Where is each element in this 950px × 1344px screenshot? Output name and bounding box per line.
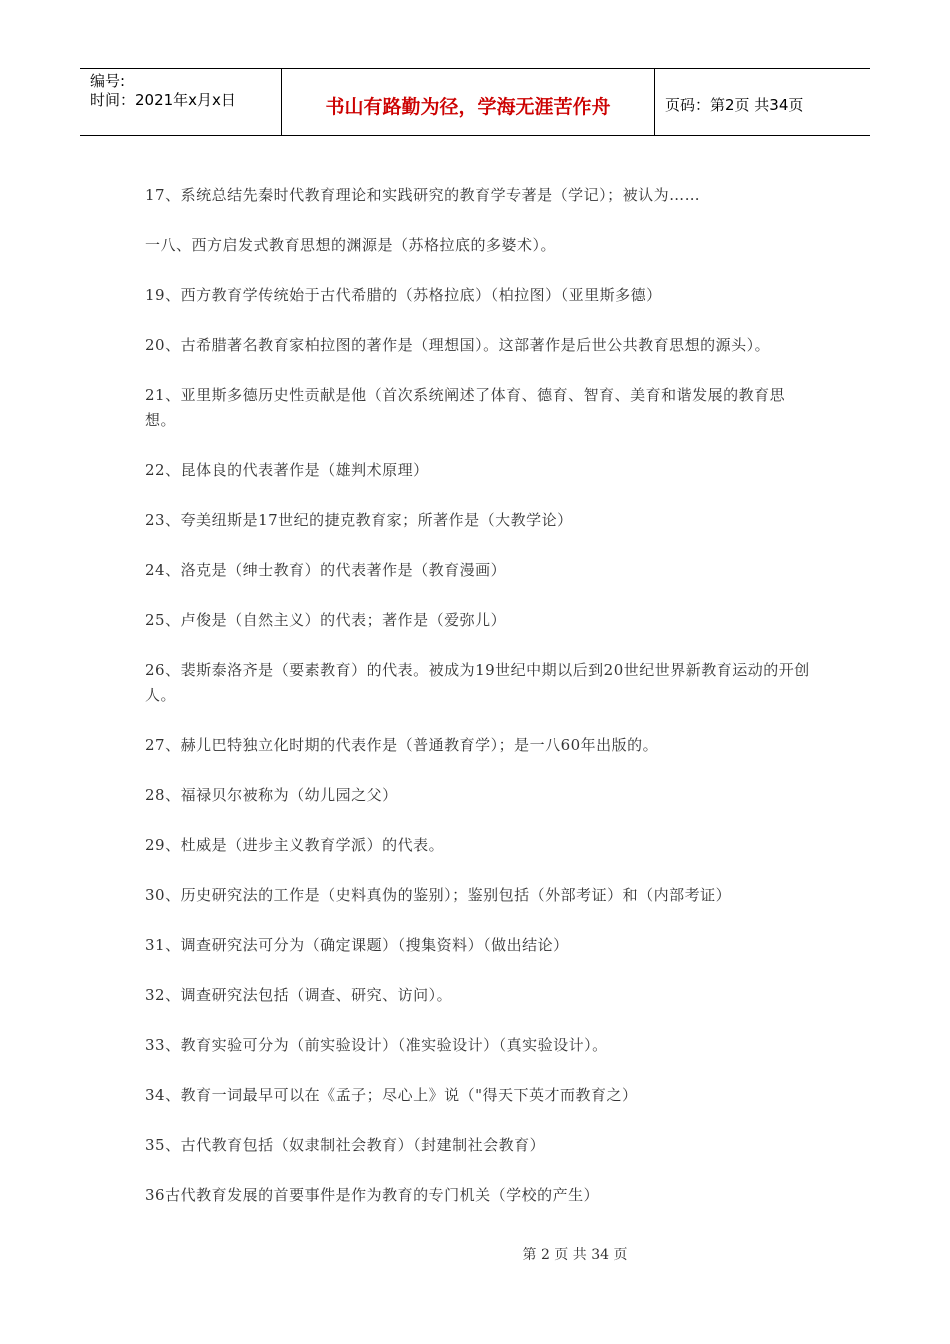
paragraph: 32、调查研究法包括（调查、研究、访问）。 [145, 986, 453, 1004]
paragraph: 24、洛克是（绅士教育）的代表著作是（教育漫画） [145, 561, 507, 579]
paragraph: 31、调查研究法可分为（确定课题）（搜集资料）（做出结论） [145, 936, 569, 954]
header-motto: 书山有路勤为径，学海无涯苦作舟 [282, 69, 655, 135]
header-number-label: 编号: [90, 72, 126, 90]
paragraph: 19、西方教育学传统始于古代希腊的（苏格拉底）（柏拉图）（亚里斯多德） [145, 286, 662, 304]
paragraph: 21、亚里斯多德历史性贡献是他（首次系统阐述了体育、德育、智育、美育和谐发展的教育思想。 [145, 386, 786, 429]
document-body [145, 183, 815, 1233]
paragraph: 22、昆体良的代表著作是（雄判术原理） [145, 461, 429, 479]
paragraph: 30、历史研究法的工作是（史料真伪的鉴别）；鉴别包括（外部考证）和（内部考证） [145, 886, 732, 904]
paragraph: 34、教育一词最早可以在《孟子；尽心上》说（"得天下英才而教育之） [145, 1086, 638, 1104]
paragraph: 28、福禄贝尔被称为（幼儿园之父） [145, 786, 398, 804]
paragraph: 26、裴斯泰洛齐是（要素教育）的代表。被成为19世纪中期以后到20世纪世界新教育运动的开创人。 [145, 661, 810, 704]
header-page-info: 页码：第2页 共34页 [665, 95, 804, 114]
paragraph: 20、古希腊著名教育家柏拉图的著作是（理想国）。这部著作是后世公共教育思想的源头）。 [145, 336, 771, 354]
paragraph: 36古代教育发展的首要事件是作为教育的专门机关（学校的产生） [145, 1186, 600, 1204]
header-time-label: 时间：2021年x月x日 [90, 91, 236, 109]
paragraph: 25、卢俊是（自然主义）的代表；著作是（爱弥儿） [145, 611, 507, 629]
paragraph: 35、古代教育包括（奴隶制社会教育）（封建制社会教育） [145, 1136, 546, 1154]
paragraph: 17、系统总结先秦时代教育理论和实践研究的教育学专著是（学记）；被认为…… [145, 186, 701, 204]
paragraph: 29、杜威是（进步主义教育学派）的代表。 [145, 836, 445, 854]
paragraph: 27、赫儿巴特独立化时期的代表作是（普通教育学）；是一八60年出版的。 [145, 736, 659, 754]
page-footer: 第 2 页 共 34 页 [522, 1247, 628, 1263]
paragraph: 一八、西方启发式教育思想的渊源是（苏格拉底的多婆术）。 [145, 236, 557, 254]
paragraph: 33、教育实验可分为（前实验设计）（准实验设计）（真实验设计）。 [145, 1036, 608, 1054]
page-header [80, 68, 870, 136]
paragraph: 23、夸美纽斯是17世纪的捷克教育家；所著作是（大教学论） [145, 511, 573, 529]
header-meta [80, 69, 282, 135]
